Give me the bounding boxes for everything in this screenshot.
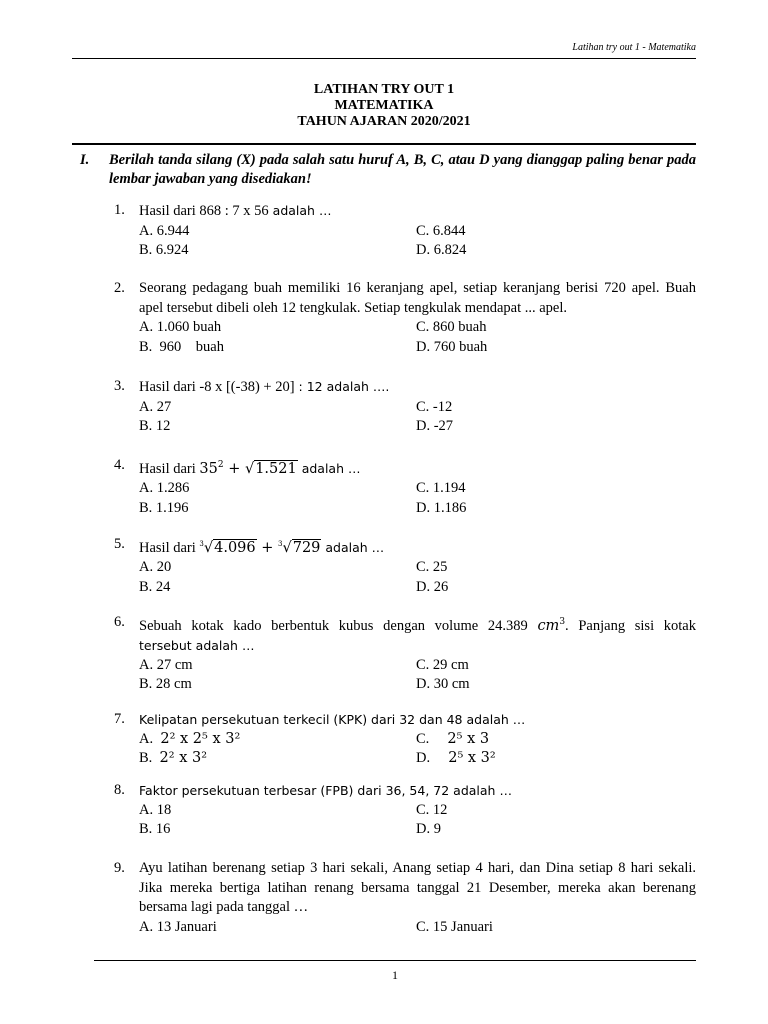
- question-number: 9.: [114, 860, 125, 876]
- options: [139, 222, 696, 261]
- question-text: Hasil dari -8 x [(-38) + 20] : 12 adalah ….: [139, 379, 390, 395]
- option-b: B. 12: [139, 418, 171, 434]
- question-number: 8.: [114, 782, 125, 798]
- question-number: 4.: [114, 457, 125, 473]
- option-d: D. 26: [416, 578, 449, 595]
- option-d: D. 2⁵ x 3²: [416, 750, 496, 766]
- option-b: B. 1.196: [139, 499, 189, 516]
- option-a: A. 13 Januari: [139, 918, 217, 935]
- option-c: C. 2⁵ x 3: [416, 730, 490, 747]
- option-a: A. 1.060 buah: [139, 319, 222, 335]
- title-rule: [72, 143, 696, 145]
- option-c: C. 860 buah: [416, 319, 487, 335]
- option-a: A. 1.286: [139, 480, 190, 497]
- question-text: Seorang pedagang buah memiliki 16 keranjang apel, setiap keranjang berisi 720 apel. Buah apel tersebut dibeli oleh 12 tengkulak. Setiap tengkulak mendapat ... apel.: [139, 280, 696, 316]
- option-d: D. 30 cm: [416, 676, 470, 693]
- title-line-2: MATEMATIKA: [334, 98, 434, 113]
- question-6: [114, 613, 696, 695]
- option-d: D. 760 buah: [416, 338, 488, 355]
- options: [139, 318, 696, 357]
- question-text: Faktor persekutuan terbesar (FPB) dari 36, 54, 72 adalah …: [139, 783, 512, 798]
- question-8: [114, 781, 696, 840]
- question-5: [114, 535, 696, 597]
- title-line-1: LATIHAN TRY OUT 1: [313, 82, 455, 97]
- question-number: 5.: [114, 536, 125, 552]
- option-b: B. 16: [139, 821, 171, 837]
- question-number: 7.: [114, 711, 125, 727]
- option-d: D. -27: [416, 418, 454, 434]
- question-number: 2.: [114, 280, 125, 296]
- option-c: C. 29 cm: [416, 656, 469, 673]
- option-b: B. 6.924: [139, 242, 189, 258]
- question-2: [114, 279, 696, 357]
- footer-rule: [94, 960, 696, 961]
- section-number: I.: [80, 152, 90, 168]
- option-a: A. 20: [139, 559, 172, 576]
- question-9: [114, 859, 696, 937]
- options: [139, 398, 696, 437]
- running-header: Latihan try out 1 - Matematika: [572, 42, 696, 53]
- header-rule: [72, 58, 696, 59]
- question-4: [114, 456, 696, 518]
- question-3: [114, 377, 696, 437]
- question-text-line2: tersebut adalah …: [139, 638, 255, 654]
- question-number: 6.: [114, 614, 125, 630]
- option-c: C. 1.194: [416, 480, 466, 497]
- title-line-3: TAHUN AJARAN 2020/2021: [297, 114, 471, 129]
- option-c: C. -12: [416, 398, 453, 415]
- document-title: [0, 82, 768, 130]
- option-d: D. 9: [416, 821, 441, 837]
- option-c: C. 12: [416, 801, 448, 818]
- page-number: 1: [392, 968, 398, 982]
- option-c: C. 25: [416, 559, 448, 576]
- question-7: [114, 710, 696, 769]
- question-text: Sebuah kotak kado berbentuk kubus dengan volume 24.389 $cm^3$. Panjang sisi kotak: [139, 617, 696, 634]
- question-text: Kelipatan persekutuan terkecil (KPK) dari 32 dan 48 adalah …: [139, 712, 526, 727]
- option-c: C. 6.844: [416, 222, 466, 239]
- option-b: B. 960 buah: [139, 338, 224, 355]
- options: [139, 730, 696, 769]
- option-c: C. 15 Januari: [416, 918, 493, 935]
- question-1: [114, 201, 696, 261]
- option-b: B. 24: [139, 578, 171, 595]
- question-text: Hasil dari 868 : 7 x 56 adalah …: [139, 203, 332, 219]
- instruction: [80, 151, 696, 189]
- question-text: Ayu latihan berenang setiap 3 hari sekali, Anang setiap 4 hari, dan Dina setiap 8 hari sekali. Jika mereka bertiga latihan renang bersama tanggal 21 Desember, mereka akan berenang bersama lagi pada tanggal …: [139, 860, 696, 915]
- option-a: A. 2² x 2⁵ x 3²: [139, 730, 241, 747]
- option-d: D. 6.824: [416, 242, 467, 258]
- question-number: 3.: [114, 378, 125, 394]
- options: [139, 918, 696, 938]
- options: [139, 479, 696, 518]
- options: [139, 801, 696, 840]
- option-b: B. 2² x 3²: [139, 750, 208, 766]
- option-a: A. 18: [139, 801, 172, 818]
- options: [139, 558, 696, 597]
- question-text: Hasil dari $^3$√4.096 + $^3$√729 adalah …: [139, 539, 385, 556]
- question-text: Hasil dari $35^2 + √1.521$ adalah …: [139, 460, 361, 477]
- instruction-text: Berilah tanda silang (X) pada salah satu huruf A, B, C, atau D yang dianggap paling benar pada lembar jawaban yang disediakan!: [109, 152, 696, 187]
- option-a: A. 27 cm: [139, 656, 193, 673]
- option-a: A. 6.944: [139, 222, 190, 239]
- question-number: 1.: [114, 202, 125, 218]
- option-a: A. 27: [139, 398, 172, 415]
- option-d: D. 1.186: [416, 499, 467, 516]
- option-b: B. 28 cm: [139, 676, 192, 693]
- options: [139, 656, 696, 695]
